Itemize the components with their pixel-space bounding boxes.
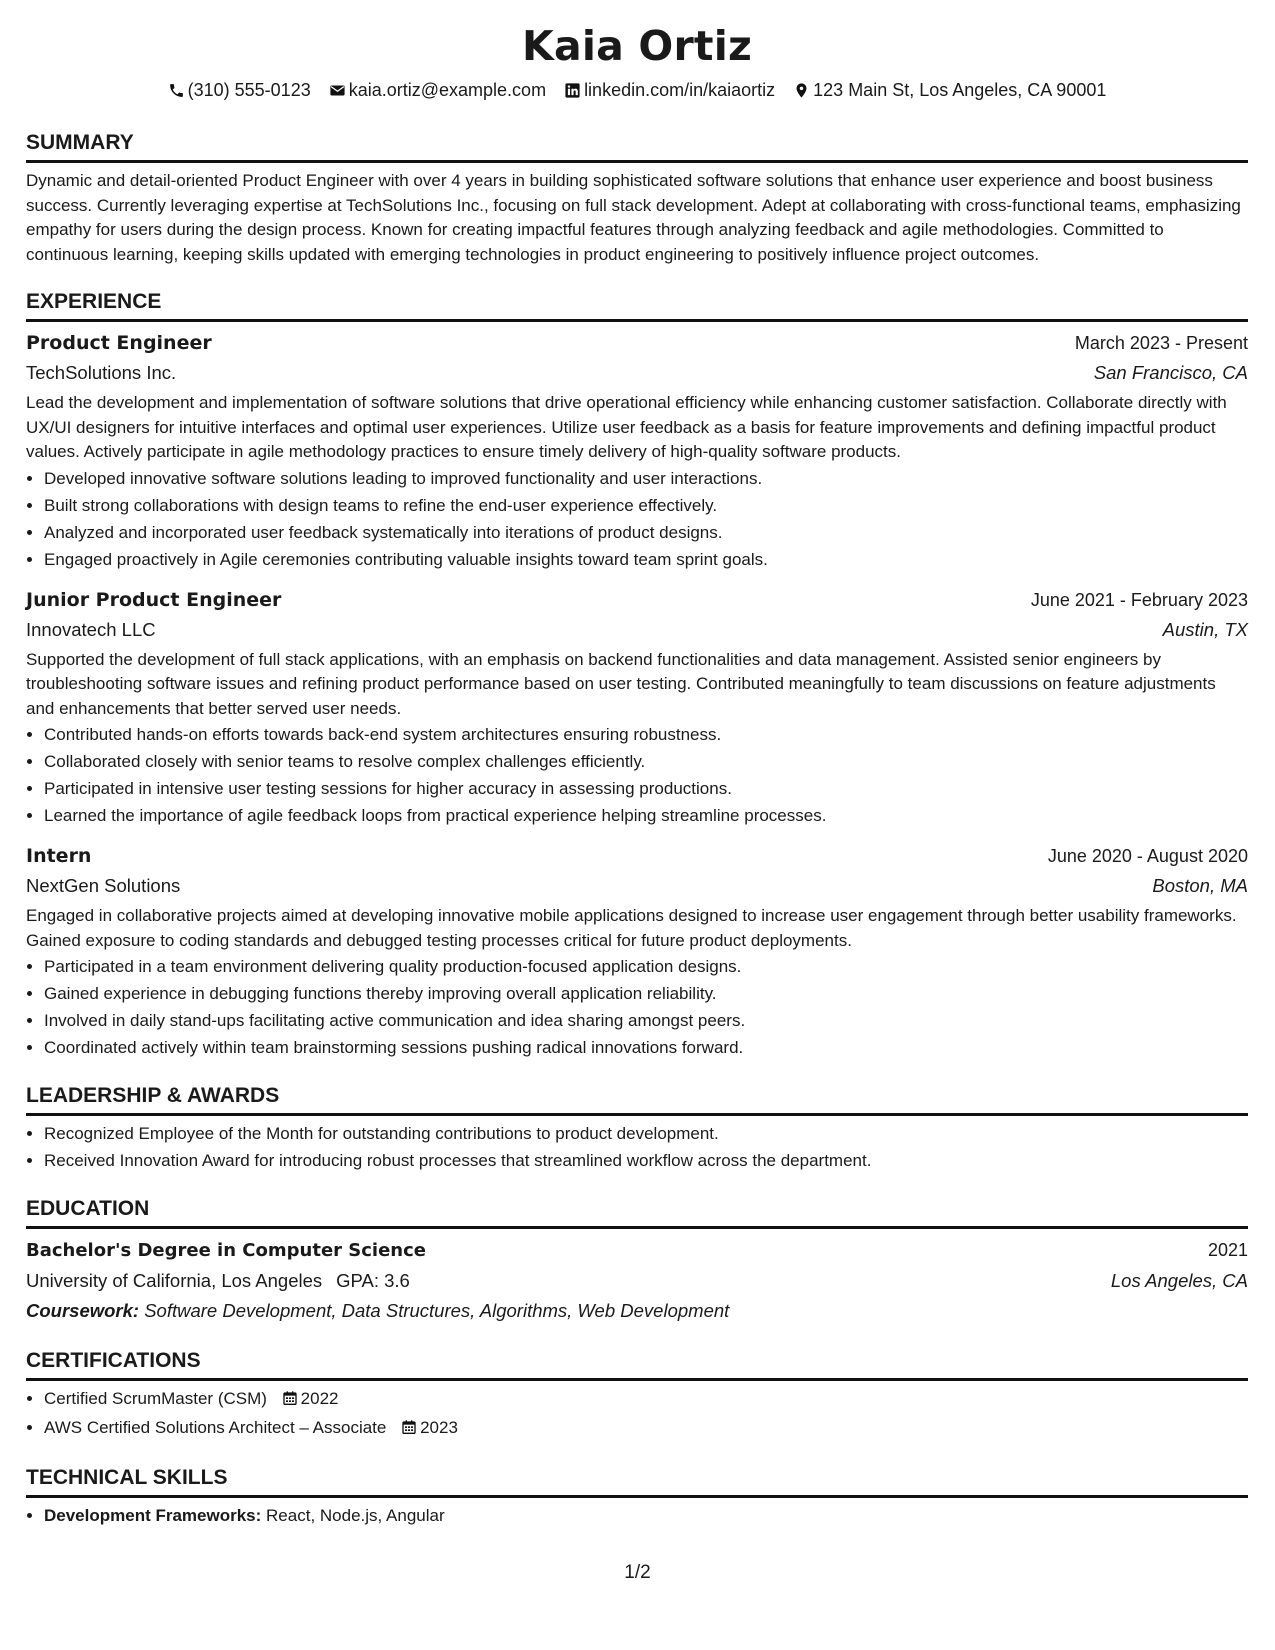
linkedin-text: linkedin.com/in/kaiaortiz <box>584 80 776 100</box>
list-item <box>44 1502 1248 1529</box>
job-dates: June 2020 - August 2020 <box>1047 846 1248 866</box>
list-item: • Contributed hands-on efforts towards back-end system architectures ensuring robustness. <box>44 721 1248 748</box>
degree-title: Bachelor's Degree in Computer Science <box>26 1240 426 1261</box>
list-item: • Analyzed and incorporated user feedback systematically into iterations of product designs. <box>44 519 1248 546</box>
certifications-section <box>26 1348 1248 1443</box>
contact-linkedin[interactable] <box>564 78 775 102</box>
skills-list <box>26 1502 1248 1529</box>
skills-heading: TECHNICAL SKILLS <box>26 1465 1248 1498</box>
contact-address <box>793 78 1106 102</box>
skill-category: Development Frameworks: <box>44 1506 262 1525</box>
phone-text: (310) 555-0123 <box>187 80 311 100</box>
list-item: • Developed innovative software solutions leading to improved functionality and user interactions. <box>44 465 1248 492</box>
job-location: Austin, TX <box>1162 618 1248 640</box>
job-description: Supported the development of full stack applications, with an emphasis on backend functionalities and data management. Assisted senior engineers by troubleshooting software issues and refining product performance based on user testing. Contributed meaningfully to team discussions on feature adjustments and enhancements that better served user needs. <box>26 649 1216 718</box>
candidate-name: Kaia Ortiz <box>521 22 753 70</box>
experience-entry <box>26 841 1248 1061</box>
job-bullets <box>26 465 1248 573</box>
list-item: • Participated in a team environment delivering quality production-focused application designs. <box>44 953 1248 980</box>
linkedin-icon <box>564 82 581 99</box>
job-location: Boston, MA <box>1152 875 1248 896</box>
school-name: University of California, Los Angeles <box>26 1270 323 1291</box>
job-dates: March 2023 - Present <box>1074 333 1248 353</box>
calendar-icon <box>282 1387 298 1414</box>
certification-name: AWS Certified Solutions Architect – Associate <box>44 1418 387 1437</box>
certification-year: 2022 <box>300 1389 339 1408</box>
address-text: 123 Main St, Los Angeles, CA 90001 <box>813 80 1107 100</box>
calendar-icon <box>401 1416 417 1443</box>
list-item <box>44 1414 1248 1443</box>
education-entry <box>26 1235 1248 1326</box>
leadership-heading: LEADERSHIP & AWARDS <box>26 1083 1248 1116</box>
list-item: • Gained experience in debugging functions thereby improving overall application reliability. <box>44 980 1248 1007</box>
experience-heading: EXPERIENCE <box>26 289 1248 322</box>
company-name: NextGen Solutions <box>26 875 181 896</box>
school-location: Los Angeles, CA <box>1110 1270 1248 1291</box>
list-item <box>44 1385 1248 1414</box>
company-name: Innovatech LLC <box>26 618 156 640</box>
skills-section <box>26 1465 1248 1529</box>
contact-email[interactable] <box>329 78 546 102</box>
coursework-list: Software Development, Data Structures, Algorithms, Web Development <box>144 1300 730 1321</box>
awards-list <box>26 1120 1248 1174</box>
leadership-section <box>26 1083 1248 1174</box>
coursework-label: Coursework: <box>26 1300 140 1321</box>
experience-section <box>26 289 1248 1061</box>
job-title: Product Engineer <box>26 332 212 354</box>
experience-entry <box>26 328 1248 573</box>
page-number: 1/2 <box>624 1562 651 1583</box>
coursework <box>26 1296 1248 1326</box>
job-bullets <box>26 953 1248 1061</box>
gpa: GPA: 3.6 <box>336 1270 410 1291</box>
list-item: • Recognized Employee of the Month for outstanding contributions to product development. <box>44 1120 1248 1147</box>
contact-phone[interactable] <box>168 78 311 102</box>
list-item: • Received Innovation Award for introducing robust processes that streamlined workflow across the department. <box>44 1147 1248 1174</box>
certifications-list <box>26 1385 1248 1443</box>
job-title: Intern <box>26 845 92 867</box>
company-name: TechSolutions Inc. <box>26 362 177 383</box>
job-dates: June 2021 - February 2023 <box>1030 589 1248 610</box>
envelope-icon <box>329 82 346 99</box>
resume-page <box>26 18 1248 1529</box>
certifications-heading: CERTIFICATIONS <box>26 1348 1248 1381</box>
list-item: • Learned the importance of agile feedback loops from practical experience helping streamline processes. <box>44 802 1248 829</box>
list-item: • Involved in daily stand-ups facilitating active communication and idea sharing amongst peers. <box>44 1007 1248 1034</box>
job-description: Lead the development and implementation of software solutions that drive operational efficiency while enhancing customer satisfaction. Collaborate directly with UX/UI designers for intuitive interfaces and optimal user experiences. Utilize user feedback as a basis for feature improvements and defining impactful product values. Actively participate in agile methodology practices to ensure timely delivery of high-quality software products. <box>26 393 1227 461</box>
education-heading: EDUCATION <box>26 1196 1248 1229</box>
job-description: Engaged in collaborative projects aimed at developing innovative mobile applications designed to increase user engagement through better usability frameworks. Gained exposure to coding standards and debugged testing processes critical for future product deployments. <box>26 906 1237 950</box>
list-item: • Engaged proactively in Agile ceremonies contributing valuable insights toward team sprint goals. <box>44 546 1248 573</box>
summary-section <box>26 130 1248 267</box>
experience-entry <box>26 585 1248 830</box>
summary-heading: SUMMARY <box>26 130 1248 163</box>
list-item: • Coordinated actively within team brainstorming sessions pushing radical innovations forward. <box>44 1034 1248 1061</box>
job-location: San Francisco, CA <box>1093 362 1248 383</box>
map-pin-icon <box>793 82 810 99</box>
contact-bar <box>26 78 1248 102</box>
phone-icon <box>168 82 185 99</box>
email-text: kaia.ortiz@example.com <box>348 80 547 100</box>
job-title: Junior Product Engineer <box>26 588 282 611</box>
list-item: • Collaborated closely with senior teams to resolve complex challenges efficiently. <box>44 748 1248 775</box>
education-section <box>26 1196 1248 1326</box>
certification-name: Certified ScrumMaster (CSM) <box>44 1389 267 1408</box>
graduation-year: 2021 <box>1207 1240 1248 1260</box>
skill-values: React, Node.js, Angular <box>266 1506 445 1525</box>
list-item: • Participated in intensive user testing sessions for higher accuracy in assessing productions. <box>44 775 1248 802</box>
certification-year: 2023 <box>420 1418 458 1437</box>
summary-text: Dynamic and detail-oriented Product Engineer with over 4 years in building sophisticated software solutions that enhance user experience and boost business success. Currently leveraging expertise at TechSolutions Inc., focusing on full stack development. Adept at collaborating with cross-functional teams, emphasizing empathy for users during the design process. Known for creating impactful features through analyzing feedback and agile methodologies. Committed to continuous learning, keeping skills updated with emerging technologies in product engineering to positively influence project outcomes. <box>26 171 1241 264</box>
list-item: • Built strong collaborations with design teams to refine the end-user experience effectively. <box>44 492 1248 519</box>
job-bullets <box>26 721 1248 829</box>
